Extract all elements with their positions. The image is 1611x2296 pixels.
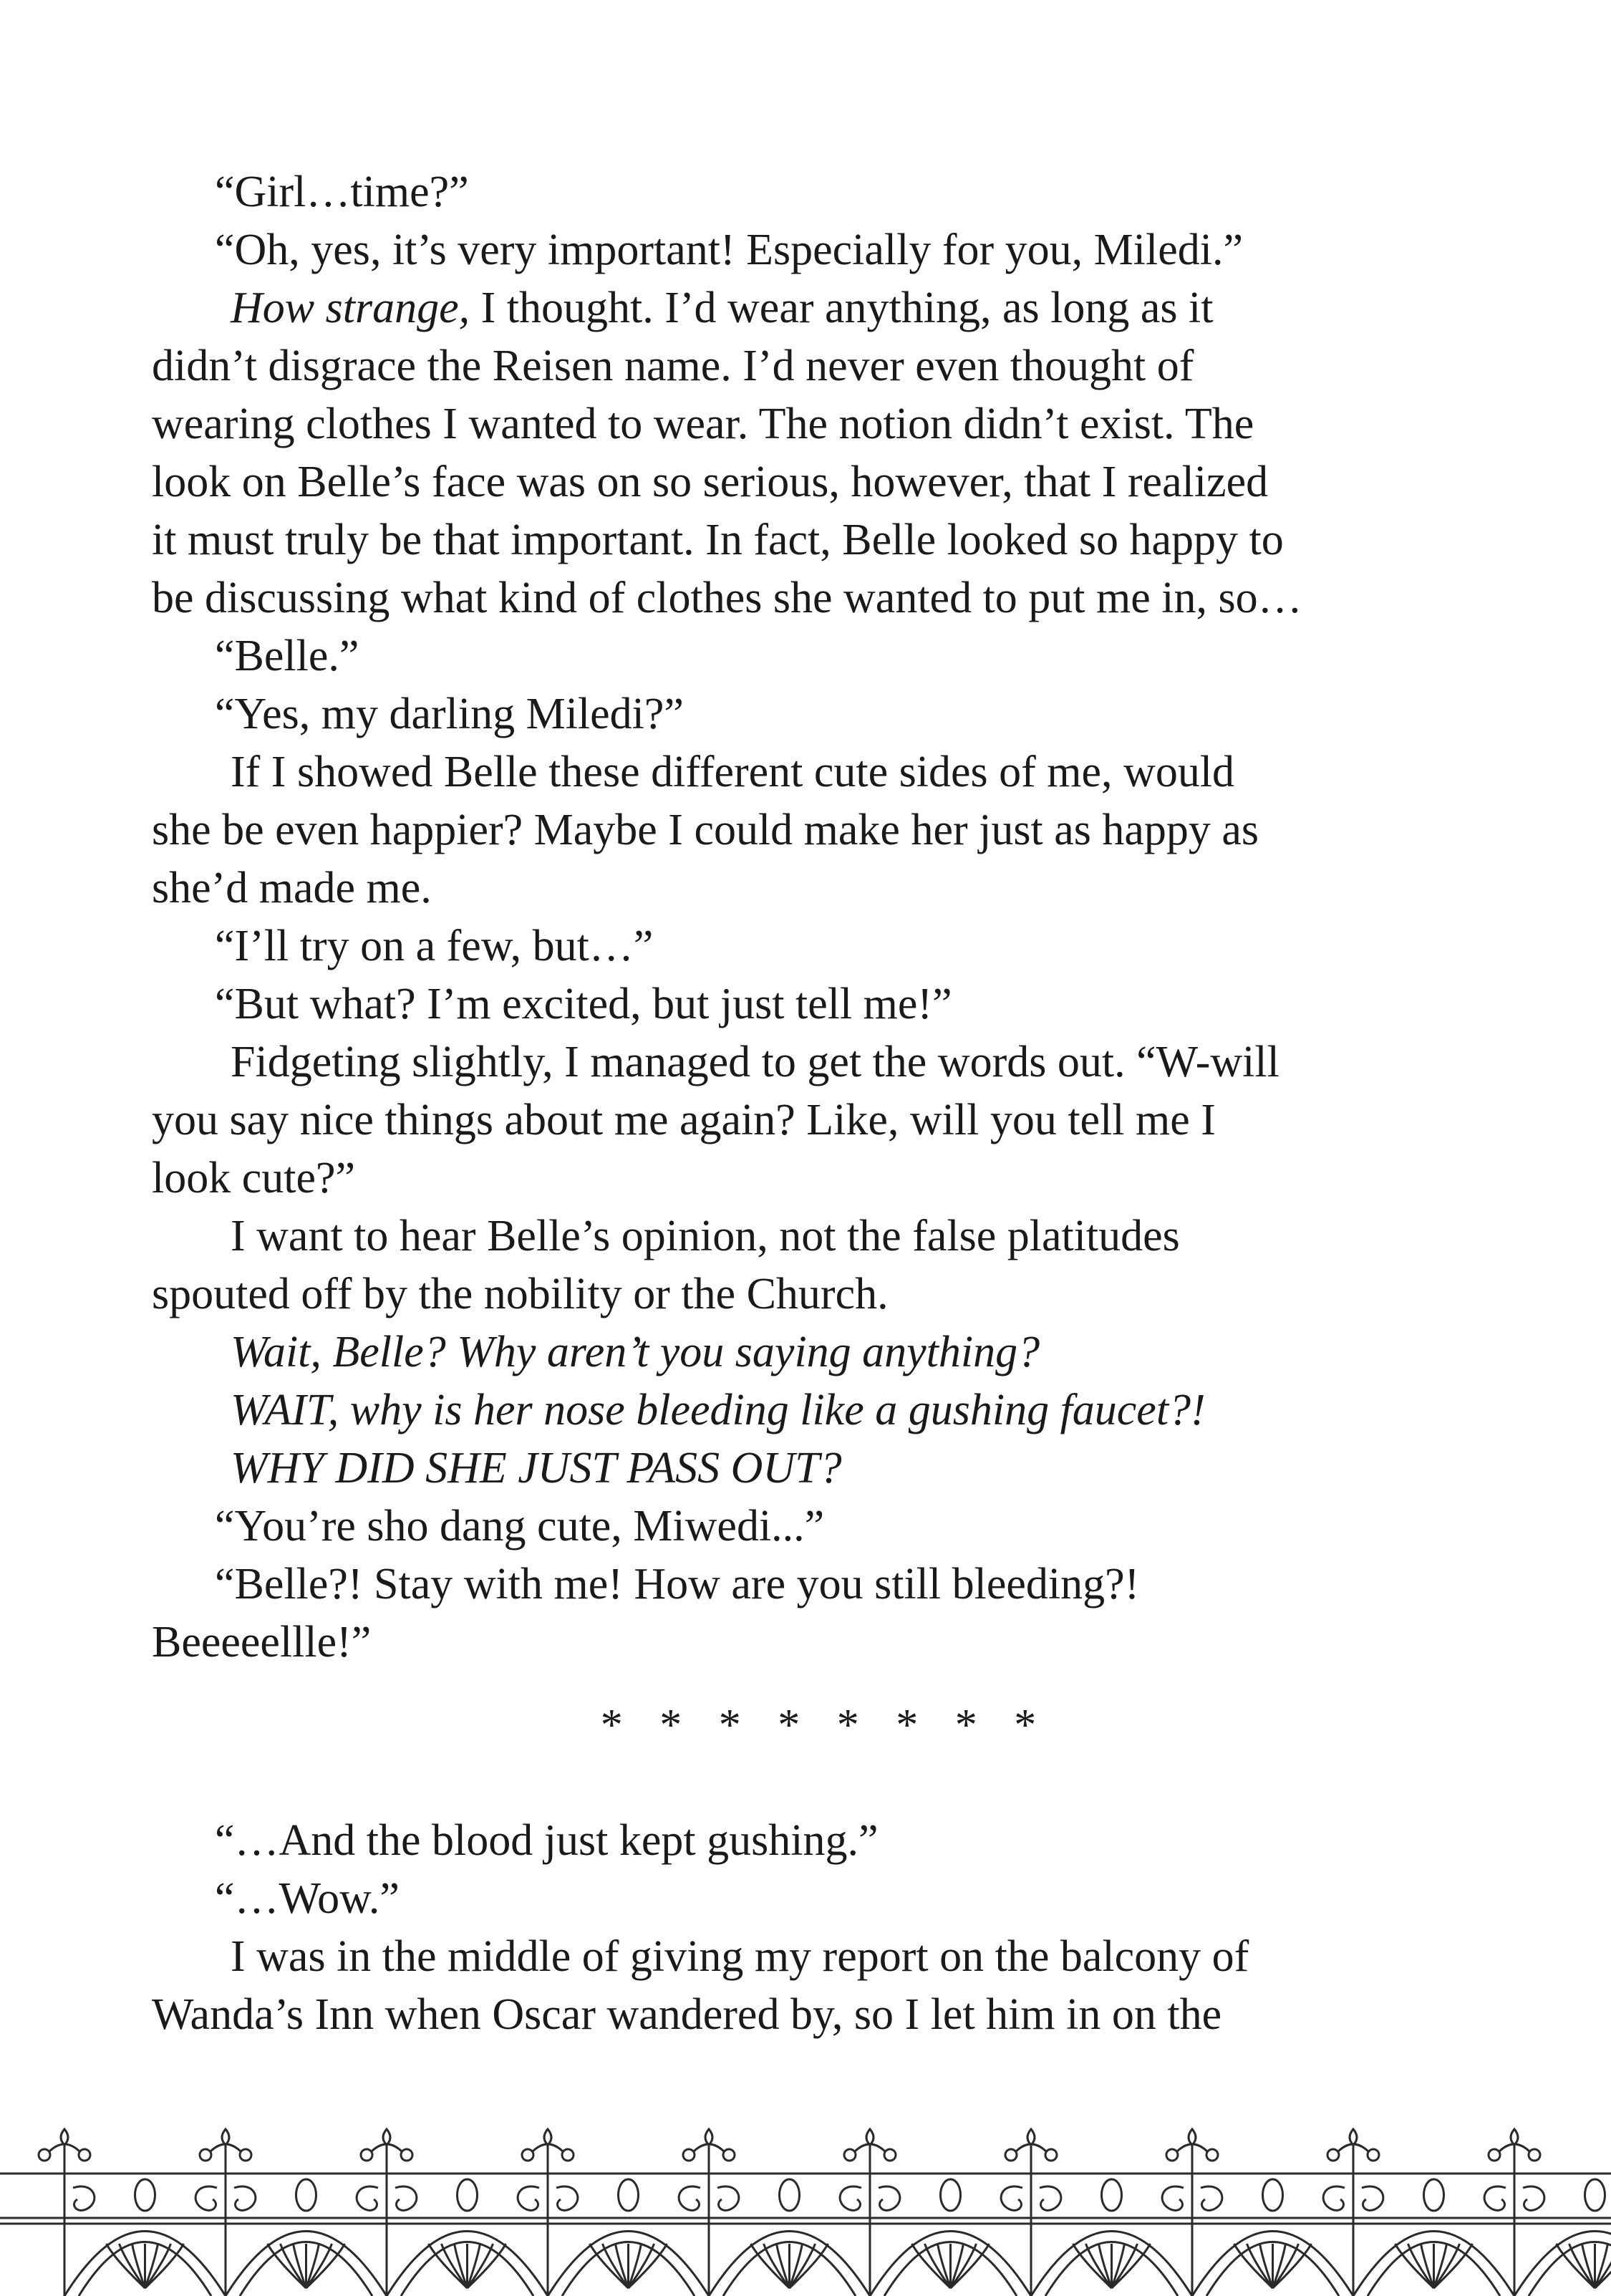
fence-finial [61, 2129, 68, 2145]
fence-scroll [1362, 2186, 1383, 2210]
fence-scroll [395, 2186, 417, 2210]
fence-medallion [1585, 2179, 1605, 2211]
fence-scroll [1045, 2149, 1057, 2161]
fence-scroll [518, 2186, 539, 2210]
fence-scroll [1529, 2149, 1540, 2161]
text-line: you say nice things about me again? Like, will you tell me I [152, 1096, 1216, 1144]
fence-finial [1350, 2129, 1357, 2145]
fence-scroll [723, 2149, 735, 2161]
fence-scroll [1484, 2186, 1506, 2210]
fence-medallion [1263, 2179, 1283, 2211]
fence-scroll [240, 2149, 251, 2161]
text-line: spouted off by the nobility or the Church. [152, 1270, 889, 1318]
body-paragraph [152, 221, 1455, 279]
text-line: she’d made me. [152, 864, 432, 912]
body-paragraph [152, 975, 1455, 1033]
fence-scroll [1368, 2149, 1379, 2161]
fence-scroll [234, 2186, 256, 2210]
fence-scroll [200, 2149, 211, 2161]
body-paragraph [152, 627, 1455, 685]
text-line: “Oh, yes, it’s very important! Especially for you, Miledi.” [215, 226, 1243, 274]
text-line: “But what? I’m excited, but just tell me!” [215, 980, 952, 1028]
after-break-paragraph [152, 1928, 1455, 2044]
fence-scroll [1489, 2149, 1500, 2161]
fence-scroll [844, 2149, 856, 2161]
fence-palmette [1434, 2244, 1473, 2288]
fence-scroll [195, 2186, 217, 2210]
body-paragraph [152, 1033, 1455, 1207]
text-line: “Girl…time?” [215, 168, 469, 216]
fence-finial [222, 2129, 229, 2145]
fence-finial [1511, 2129, 1518, 2145]
body-paragraph [152, 743, 1455, 917]
fence-finial [1189, 2129, 1196, 2145]
fence-scroll [1040, 2186, 1061, 2210]
text-line: it must truly be that important. In fact, Belle looked so happy to [152, 516, 1284, 564]
fence-scroll [562, 2149, 574, 2161]
fence-scroll [679, 2186, 700, 2210]
text-line: wearing clothes I wanted to wear. The notion didn’t exist. The [152, 400, 1254, 448]
fence-finial [705, 2129, 712, 2145]
fence-finial [866, 2129, 874, 2145]
text-line: be discussing what kind of clothes she wanted to put me in, so… [152, 574, 1302, 622]
fence-scroll [1166, 2149, 1178, 2161]
fence-palmette [629, 2244, 667, 2288]
text-line: WHY DID SHE JUST PASS OUT? [231, 1444, 842, 1492]
body-paragraph [152, 685, 1455, 743]
fence-scroll [879, 2186, 900, 2210]
fence-scroll [1162, 2186, 1184, 2210]
body-paragraph [152, 1323, 1455, 1381]
fence-palmette [145, 2244, 184, 2288]
fence-palmette [1112, 2244, 1151, 2288]
after-break-paragraph [152, 1870, 1455, 1928]
fence-scroll [1001, 2186, 1022, 2210]
fence-scroll [1323, 2186, 1345, 2210]
body-paragraph [152, 1555, 1455, 1672]
text-line: “You’re sho dang cute, Miwedi...” [215, 1502, 825, 1550]
text-line: look on Belle’s face was on so serious, however, that I realized [152, 458, 1269, 506]
fence-scroll [401, 2149, 412, 2161]
fence-scroll [1201, 2186, 1222, 2210]
text-line: “Belle?! Stay with me! How are you still bleeding?! [215, 1560, 1140, 1608]
fence-scroll [1327, 2149, 1339, 2161]
text-line: Fidgeting slightly, I managed to get the words out. “W-will [231, 1038, 1279, 1086]
body-paragraph [152, 917, 1455, 975]
italic-phrase: How strange, [231, 284, 470, 332]
text-line: she be even happier? Maybe I could make her just as happy as [152, 806, 1259, 854]
fence-scroll [73, 2186, 95, 2210]
fence-scroll [79, 2149, 90, 2161]
fence-scroll [357, 2186, 378, 2210]
fence-medallion [780, 2179, 800, 2211]
text-line: “…And the blood just kept gushing.” [215, 1816, 879, 1865]
text-line: “I’ll try on a few, but…” [215, 922, 654, 970]
fence-scroll [683, 2149, 695, 2161]
fence-ornament-icon [0, 2123, 1611, 2296]
body-paragraph [152, 1439, 1455, 1497]
text-line: “…Wow.” [215, 1874, 400, 1923]
fence-palmette [790, 2244, 828, 2288]
fence-medallion [1102, 2179, 1122, 2211]
fence-medallion [941, 2179, 961, 2211]
fence-palmette [468, 2244, 506, 2288]
fence-finial [1027, 2129, 1035, 2145]
fence-scroll [1523, 2186, 1544, 2210]
fence-scroll [717, 2186, 739, 2210]
fence-palmette [951, 2244, 990, 2288]
body-text [152, 163, 1455, 2044]
fence-scroll [840, 2186, 861, 2210]
fence-palmette [306, 2244, 345, 2288]
text-line [152, 279, 1455, 337]
text-line: Wanda’s Inn when Oscar wandered by, so I let him in on the [152, 1990, 1222, 2039]
body-paragraph [152, 163, 1455, 221]
text-line: didn’t disgrace the Reisen name. I’d never even thought of [152, 342, 1194, 390]
fence-scroll [884, 2149, 896, 2161]
fence-scroll [1206, 2149, 1218, 2161]
fence-medallion [1424, 2179, 1444, 2211]
text-line: “Belle.” [215, 632, 359, 680]
text-line: “Yes, my darling Miledi?” [215, 690, 684, 738]
text-run: I thought. I’d wear anything, as long as it [470, 284, 1214, 332]
fence-arch [1529, 2242, 1611, 2296]
fence-scroll [522, 2149, 533, 2161]
body-paragraph [152, 279, 1455, 627]
fence-medallion [135, 2179, 155, 2211]
fence-scroll [556, 2186, 578, 2210]
fence-scroll [361, 2149, 372, 2161]
text-line: WAIT, why is her nose bleeding like a gushing faucet?! [231, 1386, 1206, 1434]
text-line: Wait, Belle? Why aren’t you saying anything? [231, 1328, 1040, 1376]
fence-medallion [458, 2179, 478, 2211]
fence-scroll [39, 2149, 50, 2161]
text-line: If I showed Belle these different cute sides of me, would [231, 748, 1235, 796]
body-paragraph [152, 1497, 1455, 1555]
after-break-paragraph [152, 1812, 1455, 1870]
text-line: I was in the middle of giving my report on the balcony of [231, 1932, 1249, 1981]
text-line: I want to hear Belle’s opinion, not the false platitudes [231, 1212, 1180, 1260]
fence-medallion [296, 2179, 316, 2211]
body-paragraph [152, 1381, 1455, 1439]
fence-finial [383, 2129, 390, 2145]
body-paragraph [152, 1207, 1455, 1323]
fence-medallion [619, 2179, 639, 2211]
fence-finial [544, 2129, 551, 2145]
fence-scroll [1005, 2149, 1017, 2161]
text-line: look cute?” [152, 1154, 356, 1202]
text-line: Beeeeellle!” [152, 1618, 372, 1666]
fence-palmette [1273, 2244, 1312, 2288]
scene-break: * * * * * * * * [600, 1701, 1050, 1750]
